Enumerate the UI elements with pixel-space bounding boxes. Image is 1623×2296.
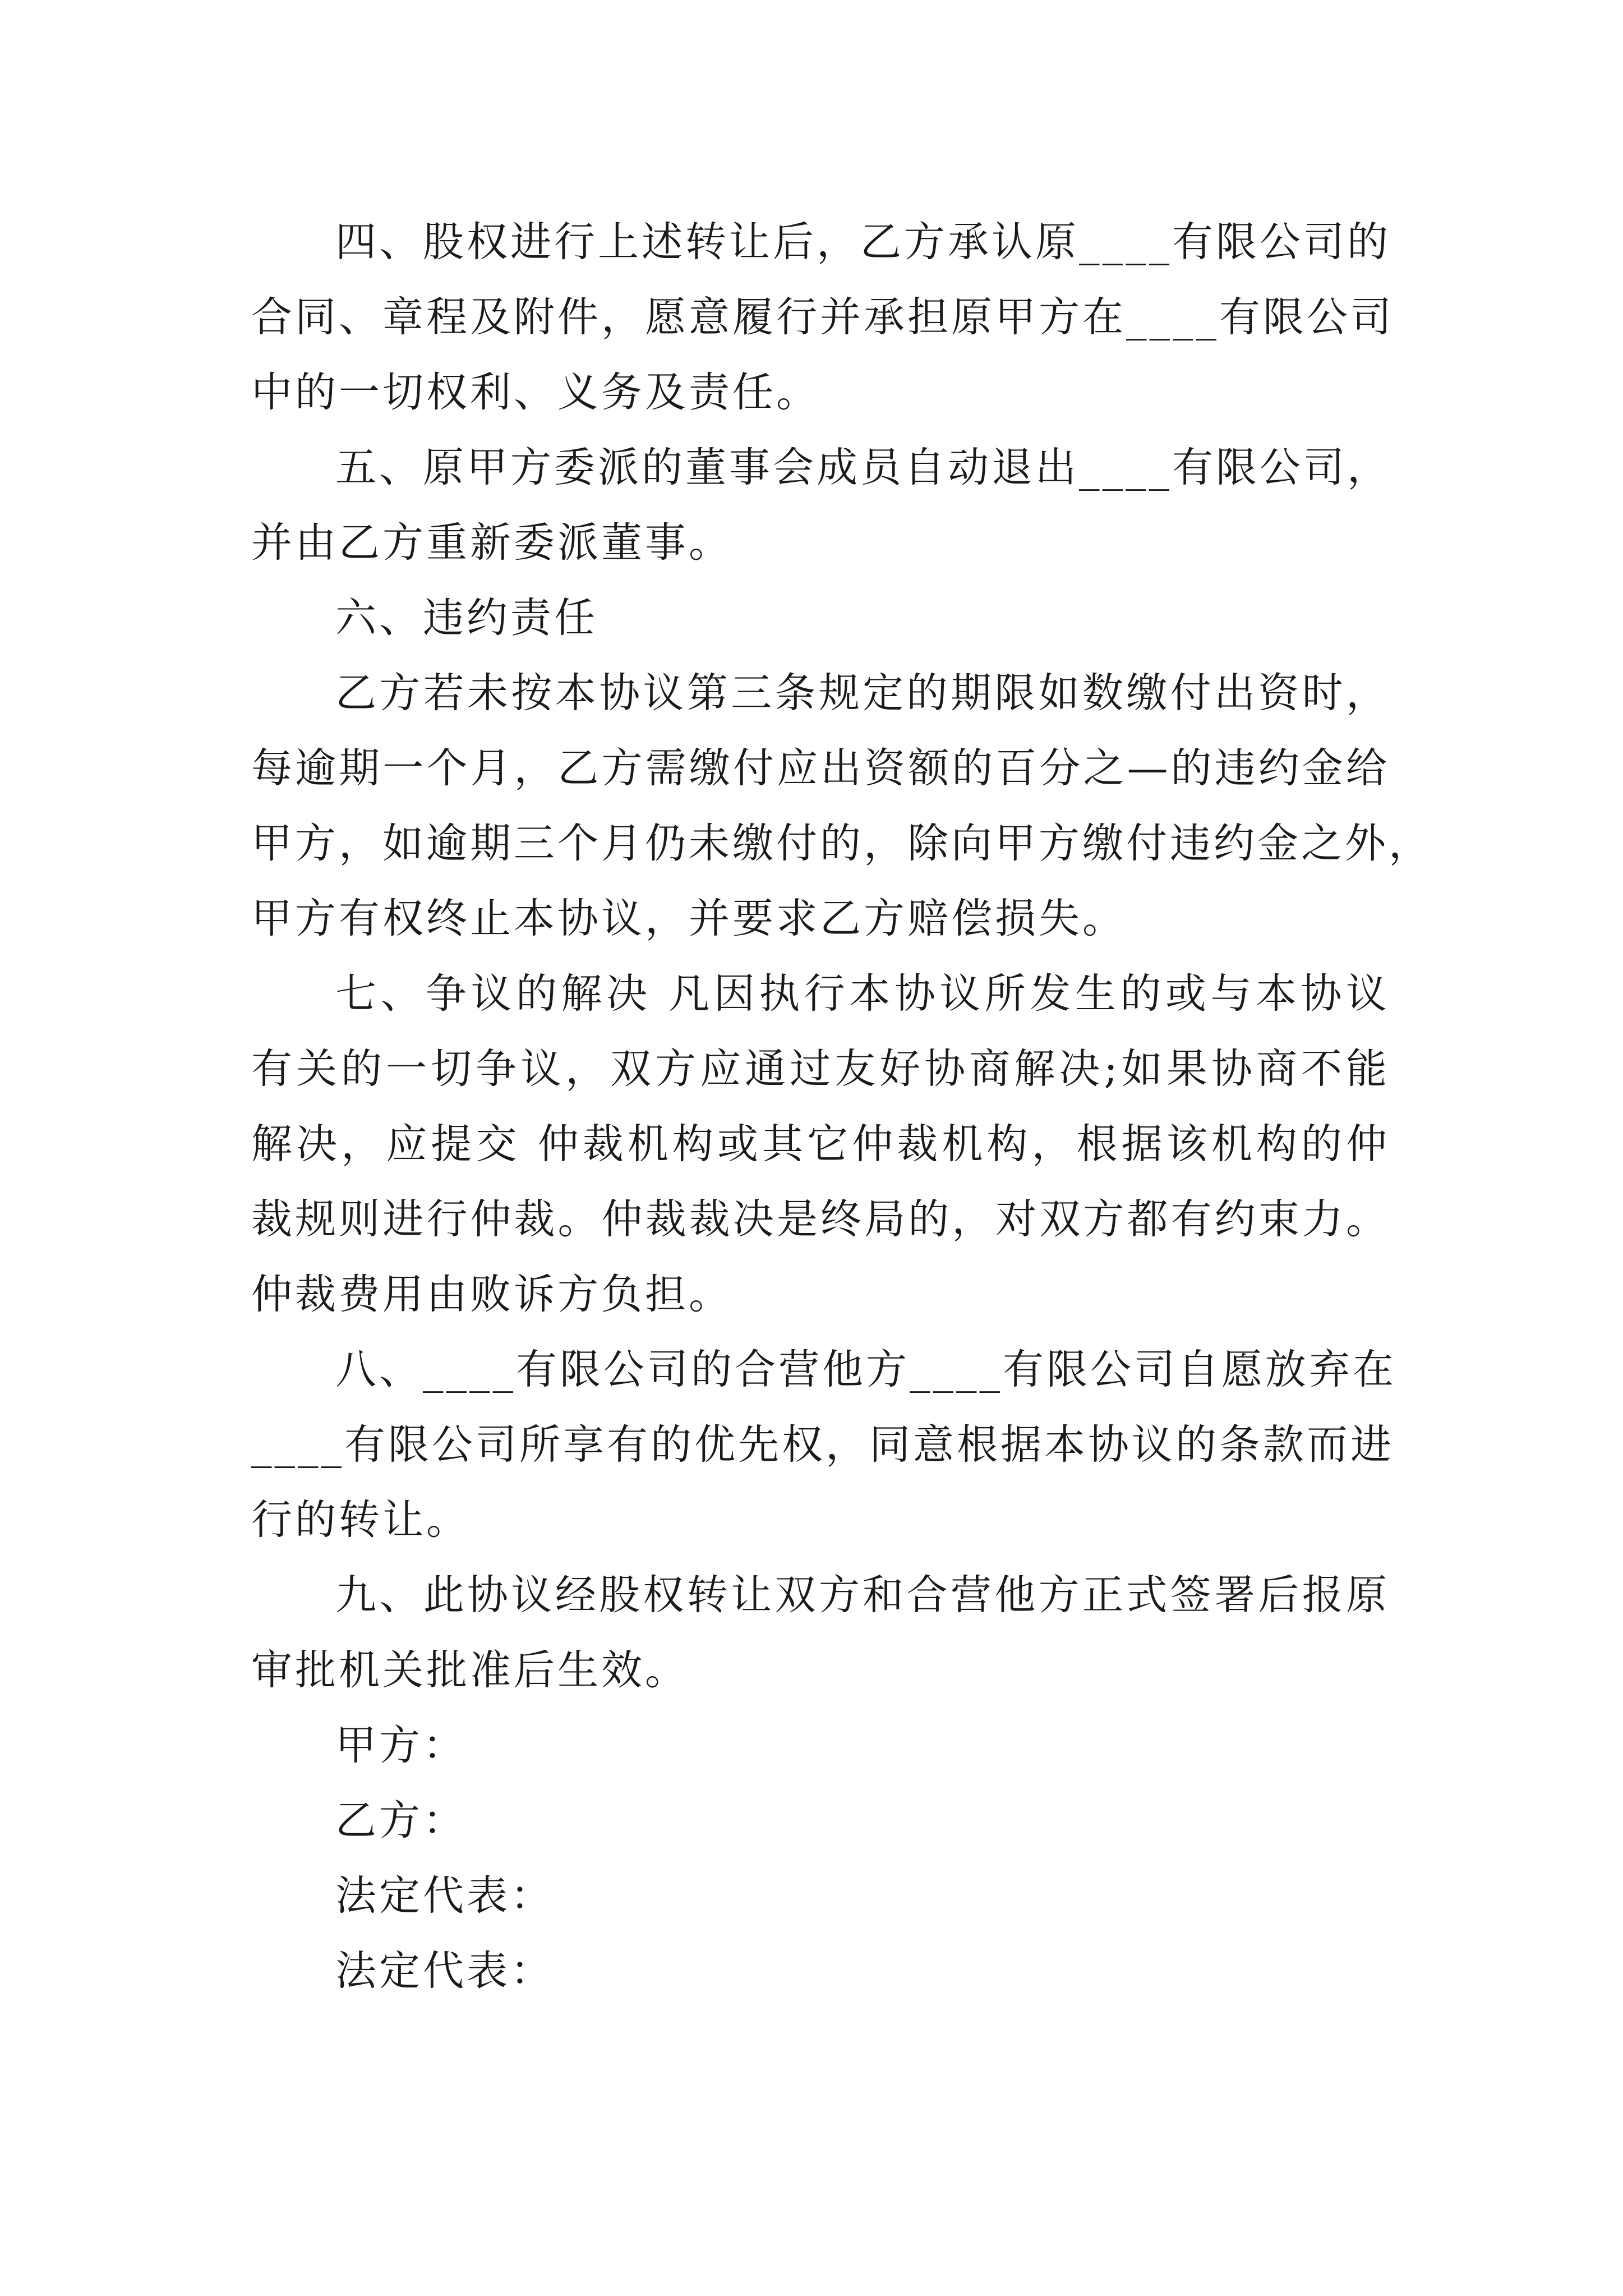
clause-5-line-2: 并由乙方重新委派董事。	[251, 519, 732, 567]
clause-6-heading: 六、违约责任	[335, 594, 598, 642]
clause-4-line-2: 合同、章程及附件，愿意履行并承担原甲方在____有限公司	[251, 293, 1394, 341]
clause-7-line-1: 七、争议的解决 凡因执行本协议所发生的或与本协议	[335, 970, 1390, 1018]
clause-6-line-3: 甲方，如逾期三个月仍未缴付的，除向甲方缴付违约金之外，	[251, 820, 1432, 867]
party-a-signature-label: 甲方：	[335, 1722, 467, 1769]
clause-8-line-1: 八、____有限公司的合营他方____有限公司自愿放弃在	[335, 1346, 1396, 1393]
legal-rep-label-a: 法定代表：	[335, 1872, 554, 1920]
clause-7-line-4: 裁规则进行仲裁。仲裁裁决是终局的，对双方都有约束力。	[251, 1195, 1390, 1243]
clause-6-line-2: 每逾期一个月，乙方需缴付应出资额的百分之—的违约金给	[251, 744, 1390, 792]
clause-4-line-3: 中的一切权利、义务及责任。	[251, 369, 820, 416]
clause-9-line-1: 九、此协议经股权转让双方和合营他方正式签署后报原	[335, 1571, 1390, 1619]
party-b-signature-label: 乙方：	[335, 1797, 467, 1844]
clause-7-line-2: 有关的一切争议，双方应通过友好协商解决;如果协商不能	[251, 1045, 1390, 1093]
clause-4-line-1: 四、股权进行上述转让后，乙方承认原____有限公司的	[335, 218, 1391, 266]
clause-5-line-1: 五、原甲方委派的董事会成员自动退出____有限公司，	[335, 444, 1391, 491]
legal-rep-label-b: 法定代表：	[335, 1947, 554, 1995]
clause-8-line-3: 行的转让。	[251, 1496, 470, 1544]
clause-7-line-5: 仲裁费用由败诉方负担。	[251, 1271, 732, 1318]
clause-9-line-2: 审批机关批准后生效。	[251, 1646, 689, 1694]
clause-8-line-2: ____有限公司所享有的优先权，同意根据本协议的条款而进	[251, 1421, 1394, 1469]
clause-6-line-1: 乙方若未按本协议第三条规定的期限如数缴付出资时，	[335, 669, 1390, 717]
clause-7-line-3: 解决，应提交 仲裁机构或其它仲裁机构，根据该机构的仲	[251, 1120, 1390, 1168]
clause-6-line-4: 甲方有权终止本协议，并要求乙方赔偿损失。	[251, 895, 1126, 942]
